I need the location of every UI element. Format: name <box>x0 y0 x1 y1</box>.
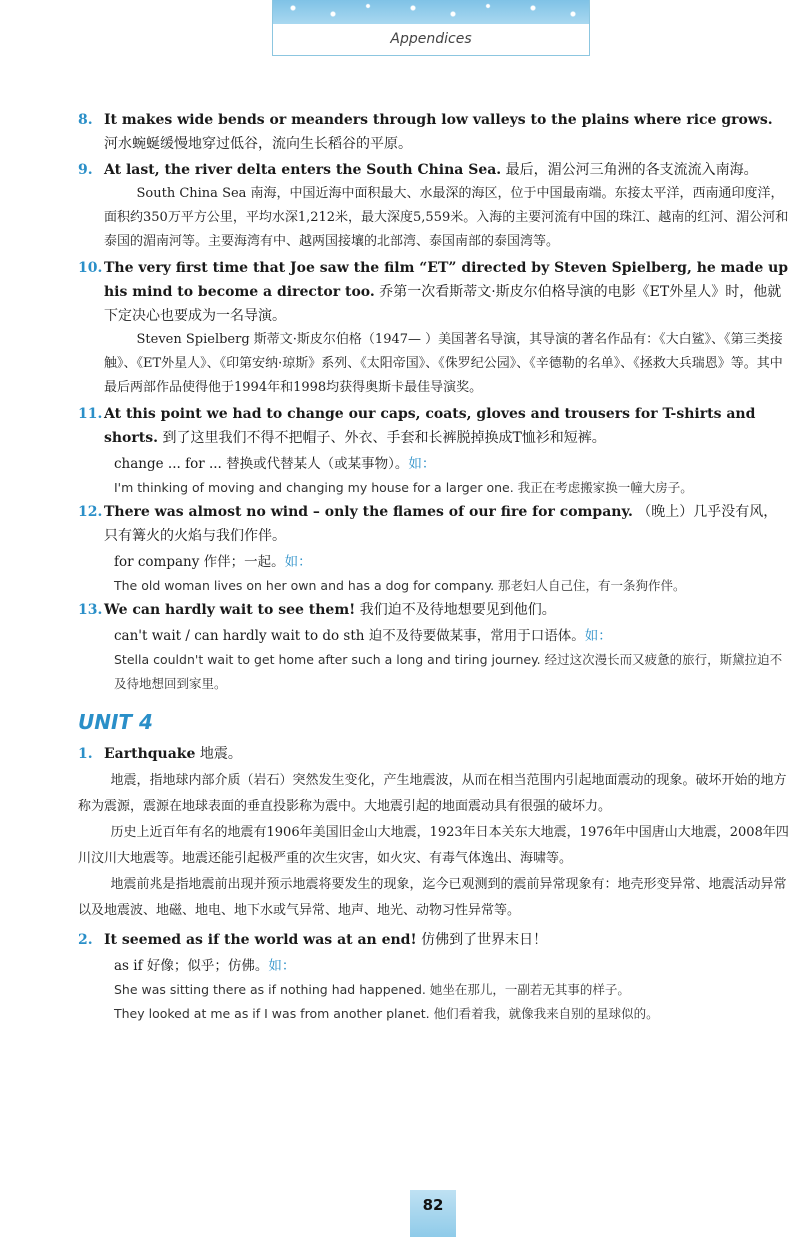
page-content <box>78 108 790 1026</box>
item-number: 9. <box>78 162 93 178</box>
phrase-text: can't wait / can hardly wait to do sth 迫不及待要做某事，常用于口语体。 <box>114 628 585 644</box>
item-english: It makes wide bends or meanders through low valleys to the plains where rice grows. <box>104 112 773 128</box>
header-tab <box>272 0 590 56</box>
phrase-text: as if 好像；似乎；仿佛。 <box>114 958 269 974</box>
item-chinese: 仿佛到了世界末日！ <box>421 932 548 948</box>
item-chinese: 到了这里我们不得不把帽子、外衣、手套和长裤脱掉换成T恤衫和短裤。 <box>162 430 606 446</box>
example-sentence: The old woman lives on her own and has a dog for company. 那老妇人自己住，有一条狗作伴。 <box>114 578 686 593</box>
item-chinese: （晚上）几乎没有风，只有篝火的火焰与我们作伴。 <box>104 504 778 544</box>
earthquake-note-2: 历史上近百年有名的地震有1906年美国旧金山大地震，1923年日本关东大地震，1976年中国唐山大地震，2008年四川汶川大地震等。地震还能引起极严重的次生灾害，如火灾、有毒气体逸出、海啸等。 <box>78 825 789 866</box>
item-english: At last, the river delta enters the South China Sea. <box>104 162 502 178</box>
note-item-11 <box>78 402 790 450</box>
phrase-line <box>78 452 790 476</box>
item-chinese: 乔第一次看斯蒂文·斯皮尔伯格导演的电影《ET外星人》时，他就下定决心也要成为一名导演。 <box>104 284 782 324</box>
note-item-u4-1 <box>78 742 790 766</box>
item-english: It seemed as if the world was at an end! <box>104 932 417 948</box>
example-sentence: She was sitting there as if nothing had happened. 她坐在那儿，一副若无其事的样子。 <box>114 982 630 997</box>
example-marker: 如： <box>268 958 296 974</box>
note-item-10 <box>78 256 790 400</box>
phrase-line <box>78 954 790 978</box>
item-number: 1. <box>78 746 93 762</box>
header-pattern <box>273 0 589 24</box>
item-number: 12. <box>78 504 103 520</box>
item-chinese: 地震。 <box>199 746 242 762</box>
item-english: We can hardly wait to see them! <box>104 602 356 618</box>
earthquake-note-3: 地震前兆是指地震前出现并预示地震将要发生的现象，迄今已观测到的震前异常现象有：地壳形变异常、地震活动异常以及地震波、地磁、地电、地下水或气异常、地声、地光、动物习性异常等。 <box>78 877 787 918</box>
item-english: The very first time that Joe saw the film “ET” directed by Steven Spielberg, he made up his mind to become a director too. <box>104 260 789 300</box>
earthquake-note-1: 地震，指地球内部介质（岩石）突然发生变化，产生地震波，从而在相当范围内引起地面震动的现象。破坏开始的地方称为震源，震源在地球表面的垂直投影称为震中。大地震引起的地面震动具有很强的破坏力。 <box>78 773 787 814</box>
item-number: 13. <box>78 602 103 618</box>
page-number: 82 <box>410 1190 456 1237</box>
item-chinese: 河水蜿蜒缓慢地穿过低谷，流向生长稻谷的平原。 <box>104 136 412 152</box>
item-english: At this point we had to change our caps, coats, gloves and trousers for T-shirts and shorts. <box>104 406 756 446</box>
note-item-8 <box>78 108 790 156</box>
item-english: There was almost no wind – only the flames of our fire for company. <box>104 504 633 520</box>
item-note: South China Sea 南海，中国近海中面积最大、水最深的海区，位于中国最南端。东接太平洋，西南通印度洋，面积约350万平方公里，平均水深1,212米，最大深度5,559米。入海的主要河流有中国的珠江、越南的红河、湄公河和泰国的湄南河等。主要海湾有中、越两国接壤的北部湾、泰国南部的泰国湾等。 <box>104 186 789 249</box>
page-header-title: Appendices <box>390 31 472 47</box>
item-english: Earthquake <box>104 746 196 762</box>
phrase-line <box>78 624 790 648</box>
item-note: Steven Spielberg 斯蒂文·斯皮尔伯格（1947— ）美国著名导演，其导演的著名作品有：《大白鲨》、《第三类接触》、《ET外星人》、《印第安纳·琼斯》系列、《太阳帝国》、《侏罗纪公园》、《辛德勒的名单》、《拯救大兵瑞恩》等。其中最后两部作品使得他于1994年和1998均获得奥斯卡最佳导演奖。 <box>104 332 783 395</box>
phrase-text: change ... for ... 替换或代替某人（或某事物）。 <box>114 456 409 472</box>
unit-heading: UNIT 4 <box>78 710 153 734</box>
note-item-u4-2 <box>78 928 790 952</box>
note-item-9 <box>78 158 790 254</box>
phrase-line <box>78 550 790 574</box>
item-number: 11. <box>78 406 103 422</box>
example-sentence: I'm thinking of moving and changing my house for a larger one. 我正在考虑搬家换一幢大房子。 <box>114 480 693 495</box>
item-number: 2. <box>78 932 93 948</box>
example-sentence: They looked at me as if I was from another planet. 他们看着我，就像我来自别的星球似的。 <box>114 1006 659 1021</box>
phrase-text: for company 作伴；一起。 <box>114 554 285 570</box>
note-item-13 <box>78 598 790 622</box>
item-chinese: 最后，湄公河三角洲的各支流流入南海。 <box>505 162 758 178</box>
example-marker: 如： <box>408 456 436 472</box>
item-number: 10. <box>78 260 103 276</box>
note-item-12 <box>78 500 790 548</box>
example-marker: 如： <box>584 628 612 644</box>
item-number: 8. <box>78 112 93 128</box>
example-marker: 如： <box>284 554 312 570</box>
item-chinese: 我们迫不及待地想要见到他们。 <box>359 602 556 618</box>
example-sentence: Stella couldn't wait to get home after such a long and tiring journey. 经过这次漫长而又疲惫的旅行，斯黛拉迫不及待地想回到家里。 <box>114 652 783 691</box>
